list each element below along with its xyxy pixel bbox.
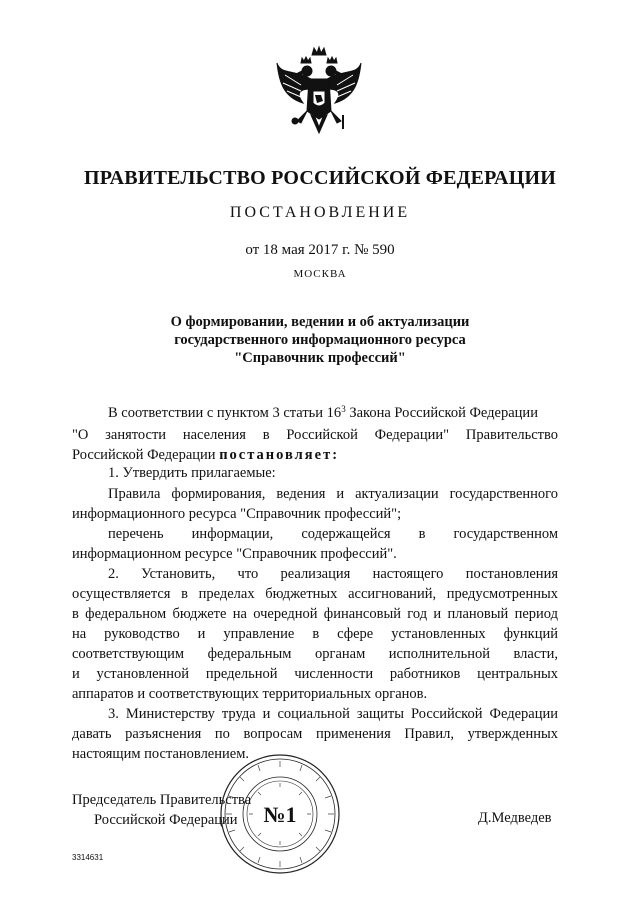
body-line: 1. Утвердить прилагаемые: [108, 465, 276, 481]
body-line: информационном ресурсе "Справочник профессий". [72, 546, 397, 562]
document-subject [0, 313, 640, 367]
body-line: 2. Установить, что реализация настоящего постановления [108, 566, 558, 582]
body-line: информационного ресурса "Справочник профессий"; [72, 506, 402, 522]
body-line: соответствующим федеральным органам исполнительной власти, [72, 646, 558, 662]
city: МОСКВА [293, 268, 347, 280]
body-line: аппаратов и соответствующих территориальных органов. [72, 686, 428, 702]
body-line: и установленной предельной численности работников центральных [72, 666, 558, 682]
document-code: 3314631 [72, 853, 104, 862]
signatory-title-line: Председатель Правительства [72, 792, 252, 808]
signatory-title-line: Российской Федерации [94, 812, 238, 828]
official-stamp [218, 752, 342, 876]
body-text: Российской Федерации [72, 447, 220, 463]
government-title: ПРАВИТЕЛЬСТВО РОССИЙСКОЙ ФЕДЕРАЦИИ [84, 167, 556, 189]
body-line: Правила формирования, ведения и актуализации государственного [108, 486, 558, 502]
subject-line: О формировании, ведении и об актуализации [170, 314, 470, 330]
superscript: 3 [341, 404, 346, 414]
subject-line: "Справочник профессий" [234, 350, 406, 366]
date-and-number: от 18 мая 2017 г. № 590 [245, 242, 395, 258]
body-text: Закона Российской Федерации [345, 405, 538, 421]
body-text: В соответствии с пунктом 3 статьи 16 [108, 405, 342, 421]
document-type: ПОСТАНОВЛЕНИЕ [229, 204, 411, 221]
subject-line: государственного информационного ресурса [174, 332, 466, 348]
body-line: давать разъяснения по вопросам применения Правил, утвержденных [72, 726, 558, 742]
coat-of-arms-icon [273, 45, 365, 141]
body-line: на руководство и управление в сфере установленных функций [72, 626, 558, 642]
body-line: перечень информации, содержащейся в государственном [108, 526, 558, 542]
resolution-word: постановляет: [219, 447, 340, 463]
body-line: в федеральном бюджете на очередной финансовый год и плановый период [72, 606, 558, 622]
body-line: настоящим постановлением. [72, 746, 249, 762]
body-line [72, 445, 558, 465]
body-line: осуществляется в пределах бюджетных ассигнований, предусмотренных [72, 586, 558, 602]
body-line [108, 403, 558, 423]
body-line: 3. Министерству труда и социальной защиты Российской Федерации [108, 706, 558, 722]
stamp-number: №1 [263, 802, 297, 827]
signatory-name: Д.Медведев [478, 810, 552, 826]
body-line: "О занятости населения в Российской Федерации" Правительство [72, 427, 558, 443]
